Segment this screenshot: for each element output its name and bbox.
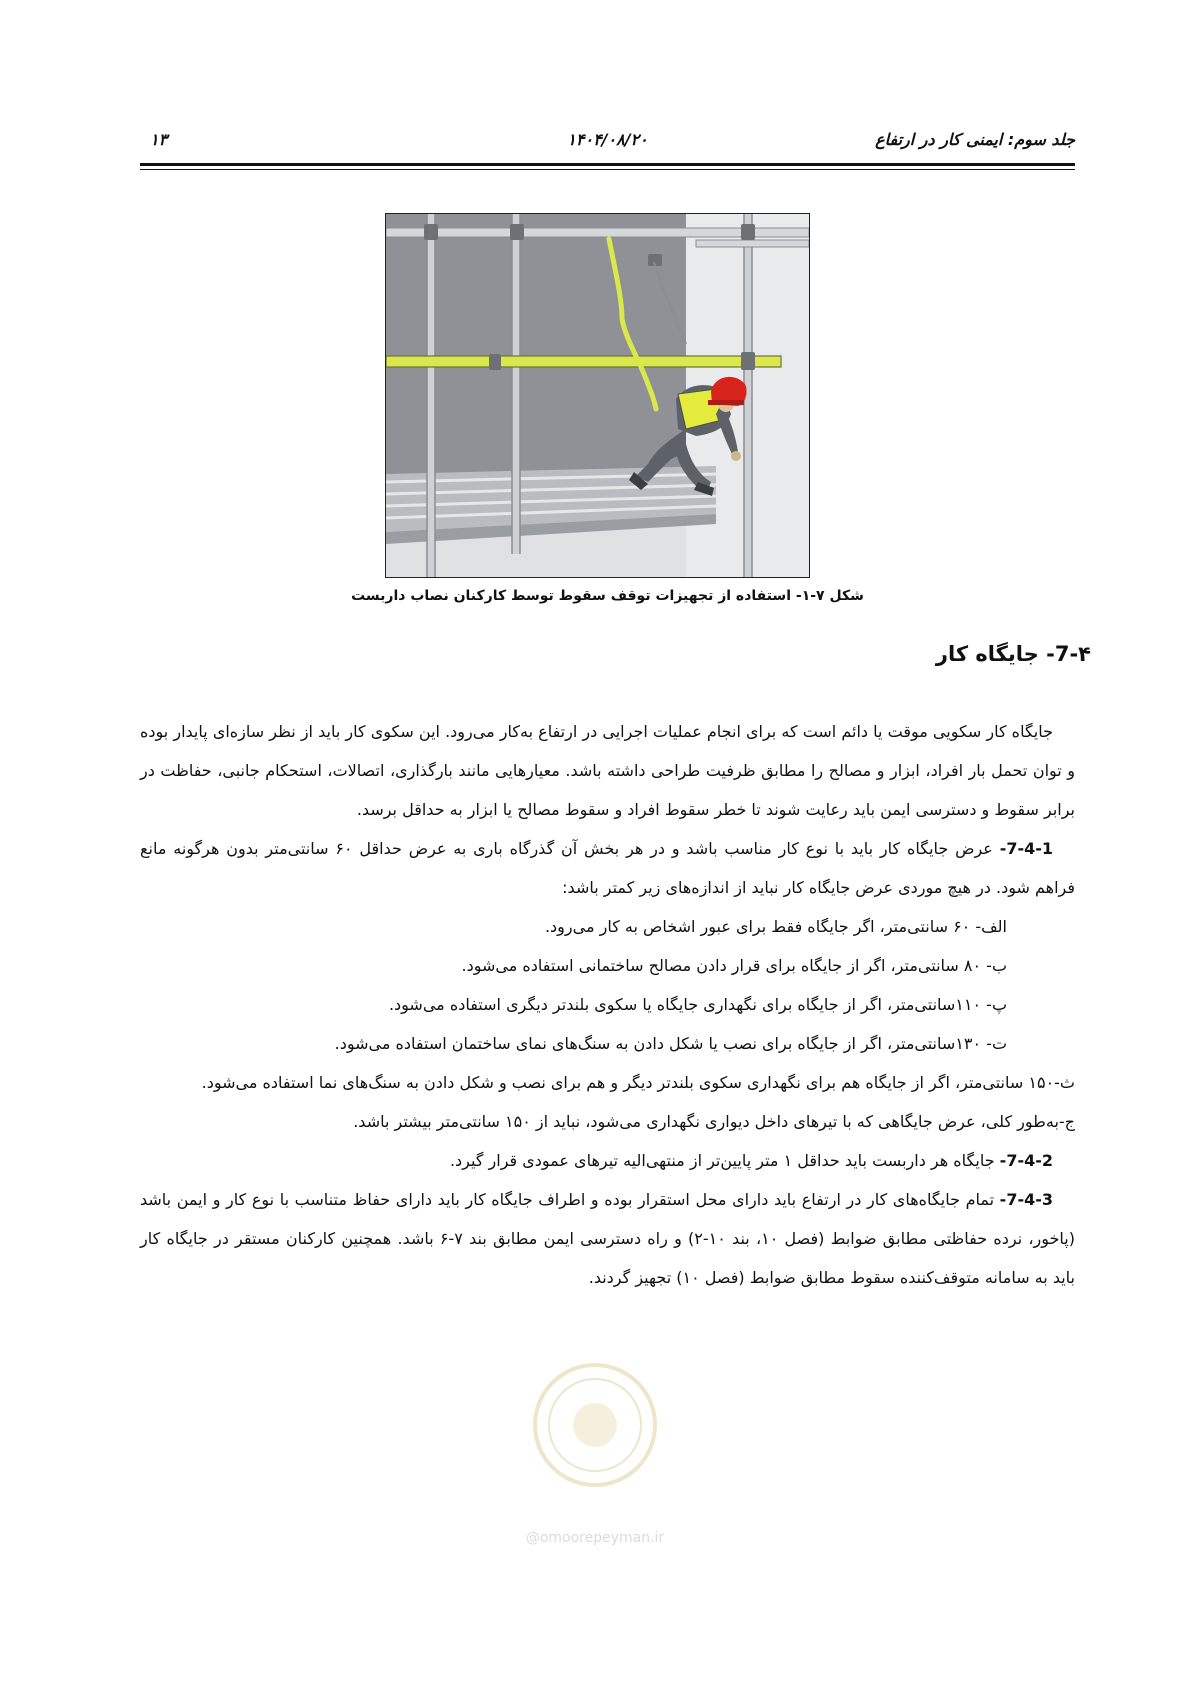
list-item-b: ب- ۸۰ سانتی‌متر، اگر از جایگاه برای قرار دادن مصالح ساختمانی استفاده می‌شود. (461, 956, 1007, 975)
header-rule-thick (140, 163, 1075, 166)
clause-text: جایگاه هر داربست باید حداقل ۱ متر پایین‌تر از منتهی‌الیه تیرهای عمودی قرار گیرد. (449, 1151, 1000, 1170)
header-rule-thin (140, 169, 1075, 170)
clause-number: 7-4-1- (999, 839, 1054, 858)
page-header (140, 130, 1075, 160)
watermark (505, 1360, 685, 1560)
list-item-s: ث-۱۵۰ سانتی‌متر، اگر از جایگاه هم برای نگهداری سکوی بلندتر دیگر و هم برای نصب و شکل دادن به سنگ‌های نما استفاده می‌شود. (201, 1073, 1075, 1092)
section-heading: 7-۴- جایگاه کار (935, 642, 1091, 666)
clause-7-4-3 (140, 1180, 1075, 1297)
body-text (140, 712, 1075, 1297)
list-item-p: پ- ۱۱۰سانتی‌متر، اگر از جایگاه برای نگهداری جایگاه یا سکوی بلندتر دیگری استفاده می‌شود. (388, 995, 1007, 1014)
yellow-guardrail-tube (386, 356, 781, 367)
clause-text: عرض جایگاه کار باید با نوع کار مناسب باشد و در هر بخش آن گذرگاه باری به عرض حداقل ۶۰ سانتی‌متر بدون هرگونه مانع فراهم شود. در هیچ موردی عرض جایگاه کار نباید از اندازه‌های زیر کمتر باشد: (140, 839, 1075, 897)
clause-number: 7-4-3- (999, 1190, 1053, 1209)
list-item-j: ج-به‌طور کلی، عرض جایگاهی که با تیرهای داخل دیواری نگهداری می‌شود، نباید از ۱۵۰ سانتی‌متر بیشتر باشد. (353, 1112, 1075, 1131)
watermark-seal-icon (530, 1360, 660, 1490)
watermark-text: @omoorepeyman.ir (525, 1530, 665, 1546)
scaffold-illustration (385, 213, 810, 578)
clause-7-4-1 (140, 829, 1075, 907)
clause-7-4-2 (140, 1141, 1075, 1180)
clause-text: تمام جایگاه‌های کار در ارتفاع باید دارای محل استقرار بوده و اطراف جایگاه کار باید دارای حفاظ متناسب با نوع کار و ایمن باشد (پاخور، نرده حفاظتی مطابق ضوابط (فصل ۱۰، بند ۱۰-۲) و راه دسترسی ایمن مطابق بند ۷-۶ باشد. همچنین کارکنان مستقر در جایگاه کار باید به سامانه متوقف‌کننده سقوط مطابق ضوابط (فصل ۱۰) تجهیز گردند. (140, 1190, 1076, 1287)
intro-paragraph: جایگاه کار سکویی موقت یا دائم است که برای انجام عملیات اجرایی در ارتفاع به‌کار می‌رود. این سکوی کار باید از نظر سازه‌ای پایدار بوده و توان تحمل بار افراد، ابزار و مصالح را مطابق ظرفیت طراحی داشته باشد. معیارهایی مانند بارگذاری، اتصالات، استحکام جانبی، حفاظت در برابر سقوط و دسترسی ایمن باید رعایت شوند تا خطر سقوط افراد و سقوط مصالح یا ابزار به حداقل برسد. (140, 722, 1075, 819)
clause-number: 7-4-2- (999, 1151, 1053, 1170)
list-item-t: ت- ۱۳۰سانتی‌متر، اگر از جایگاه برای نصب یا شکل دادن به سنگ‌های نمای ساختمان استفاده می‌شود. (334, 1034, 1007, 1053)
figure-caption: شکل ۷-۱- استفاده از تجهیزات توقف سقوط توسط کارکنان نصاب داربست (351, 588, 864, 604)
header-date: ۱۴۰۴/۰۸/۲۰ (567, 130, 648, 149)
list-item-a: الف- ۶۰ سانتی‌متر، اگر جایگاه فقط برای عبور اشخاص به کار می‌رود. (544, 917, 1007, 936)
header-page-number: ۱۳ (150, 130, 168, 149)
header-title: جلد سوم: ایمنی کار در ارتفاع (875, 130, 1075, 149)
